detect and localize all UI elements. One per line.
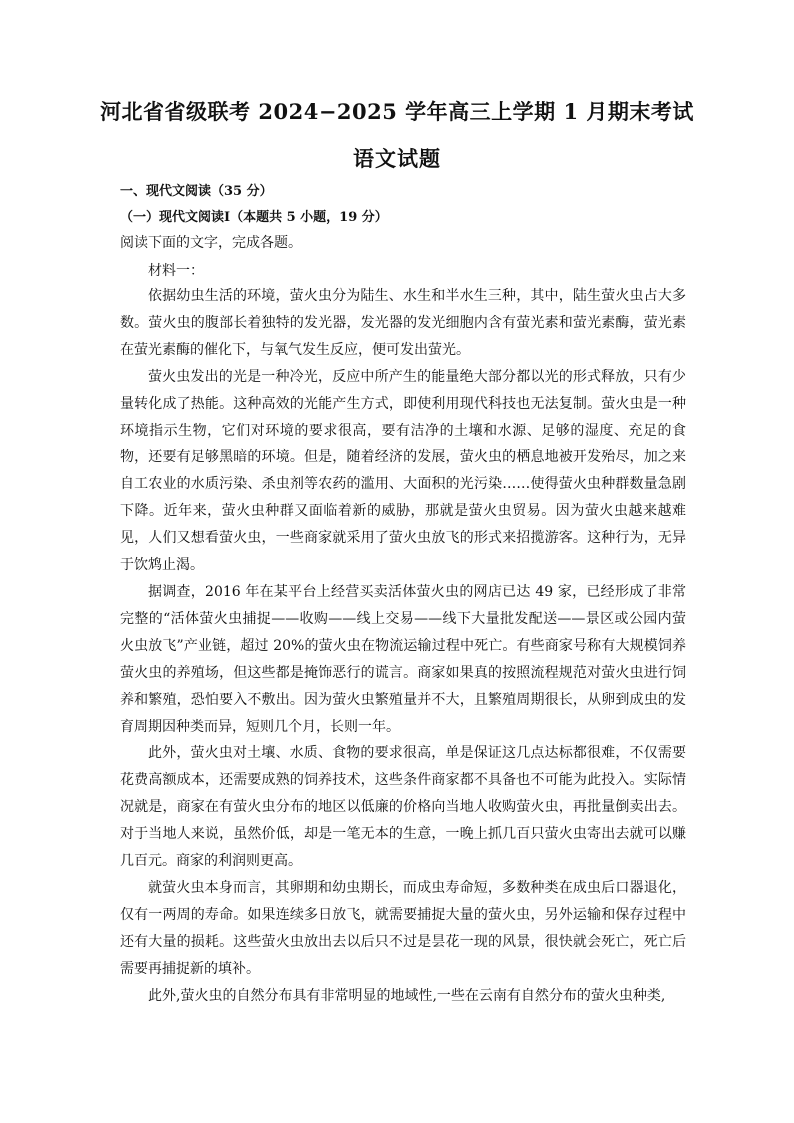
paragraph-2: 萤火虫发出的光是一种冷光，反应中所产生的能量绝大部分都以光的形式释放，只有少量转化成了热能。这种高效的光能产生方式，即使利用现代科技也无法复制。萤火虫是一种环境指示生物，它们对环境的要求很高，要有洁净的土壤和水源、足够的湿度、充足的食物，还要有足够黑暗的环境。但是，随着经济的发展，萤火虫的栖息地被开发殆尽，加之来自工农业的水质污染、杀虫剂等农药的滥用、大面积的光污染……使得萤火虫种群数量急剧下降。近年来，萤火虫种群又面临着新的威胁，那就是萤火虫贸易。因为萤火虫越来越难见，人们又想看萤火虫，一些商家就采用了萤火虫放飞的形式来招揽游客。这种行为，无异于饮鸩止渴。 <box>120 368 686 574</box>
section-heading-1: 一、现代文阅读（35 分） <box>120 184 273 199</box>
paragraph-6: 此外,萤火虫的自然分布具有非常明显的地域性,一些在云南有自然分布的萤火虫种类, <box>148 987 666 1004</box>
paragraph-4: 此外，萤火虫对土壤、水质、食物的要求很高，单是保证这几点达标都很难，不仅需要花费高额成本，还需要成熟的饲养技术，这些条件商家都不具备也不可能为此投入。实际情况就是，商家在有萤火虫分布的地区以低廉的价格向当地人收购萤火虫，再批量倒卖出去。对于当地人来说，虽然价低，却是一笔无本的生意，一晚上抓几百只萤火虫寄出去就可以赚几百元。商家的利润则更高。 <box>120 745 686 870</box>
material-label: 材料一： <box>148 263 204 279</box>
section-heading-2: （一）现代文阅读Ⅰ（本题共 5 小题，19 分） <box>120 210 388 225</box>
instruction: 阅读下面的文字，完成各题。 <box>120 235 302 251</box>
exam-title: 河北省省级联考 2024−2025 学年高三上学期 1 月期末考试 <box>100 99 694 124</box>
paragraph-3: 据调查，2016 年在某平台上经营买卖活体萤火虫的网店已达 49 家，已经形成了非常完整的“活体萤火虫捕捉——收购——线上交易——线下大量批发配送——景区或公园内萤火虫放飞”产业链，超过 20%的萤火虫在物流运输过程中死亡。有些商家号称有大规模饲养萤火虫的养殖场，但这些都是掩饰恶行的谎言。商家如果真的按照流程规范对萤火虫进行饲养和繁殖，恐怕要入不敷出。因为萤火虫繁殖量并不大，且繁殖周期很长，从卵到成虫的发育周期因种类而异，短则几个月，长则一年。 <box>120 583 686 735</box>
exam-subtitle: 语文试题 <box>353 146 441 171</box>
passage-body <box>120 283 686 1009</box>
paragraph-5: 就萤火虫本身而言，其卵期和幼虫期长，而成虫寿命短，多数种类在成虫后口器退化，仅有一两周的寿命。如果连续多日放飞，就需要捕捉大量的萤火虫，另外运输和保存过程中还有大量的损耗。这些萤火虫放出去以后只不过是昙花一现的风景，很快就会死亡，死亡后需要再捕捉新的填补。 <box>120 879 686 977</box>
paragraph-1: 依据幼虫生活的环境，萤火虫分为陆生、水生和半水生三种，其中，陆生萤火虫占大多数。萤火虫的腹部长着独特的发光器，发光器的发光细胞内含有萤光素和萤光素酶，萤光素在萤光素酶的催化下，与氧气发生反应，便可发出萤光。 <box>120 288 686 358</box>
